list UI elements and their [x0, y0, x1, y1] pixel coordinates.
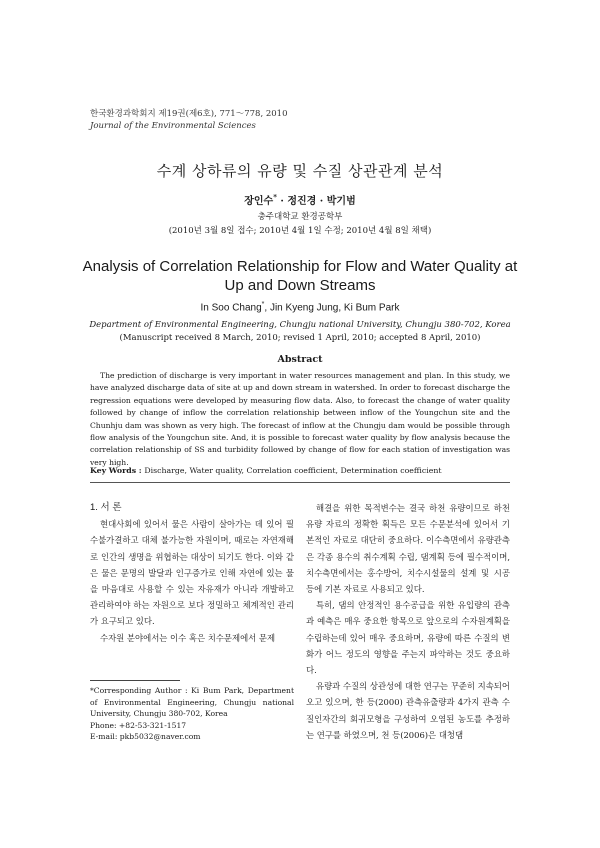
journal-header [90, 108, 287, 132]
korean-title: 수계 상하류의 유량 및 수질 상관관계 분석 [156, 162, 444, 180]
footnote-divider [90, 680, 180, 681]
english-author-first: In Soo Chang [200, 302, 262, 314]
right-paragraph-3: 유량과 수질의 상관성에 대한 연구는 꾸준히 지속되어 오고 있으며, 한 등(2000) 관측유출량과 4가지 관측 수질인자간의 회귀모형을 구성하여 오염된 농도를 추정하는 연구를 하였으며, 천 등(2006)은 대청댐 [306, 681, 510, 740]
english-authors-rest: , Jin Kyeng Jung, Ki Bum Park [264, 302, 400, 314]
korean-authors-rest: · 정진경 · 박기범 [276, 196, 356, 207]
section-divider [90, 482, 510, 483]
journal-name: Journal of the Environmental Sciences [90, 121, 256, 131]
abstract-body: The prediction of discharge is very important in water resources management and plan. In this study, we have analyzed discharge data of site at up and down stream in watershed. In order to forecast discharge the regression equations were developed by measuring flow data. Also, to forecast the change of water quality followed by change of inflow the correlation relationship between inflow of the Youngchun site and the Chunhju dam was shown as very high. The forecast of inflow at the Chungju dam would be possible through flow analysis of the Youngchun site. And, it is possible to forecast water quality by flow analysis because the correlation relationship of SS and turbidity followed by change of flow for each station of investigation was very high. [90, 371, 510, 467]
intro-paragraph-1: 현대사회에 있어서 물은 사람이 살아가는 데 있어 필수불가결하고 대체 불가능한 자원이며, 때로는 자연재해로 인간의 생명을 위협하는 대상이 되기도 한다. 이와 같은 물은 문명의 발달과 인구증가로 인해 자연에 있는 물을 마음대로 사용할 수 있는 자유재가 아니라 개발하고 관리하여야 하는 자원으로 보다 정밀하고 체계적인 관리가 요구되고 있다. [90, 519, 294, 627]
left-column [90, 500, 294, 646]
english-title-line2: Up and Down Streams [224, 277, 376, 294]
abstract-heading: Abstract [277, 354, 323, 365]
journal-citation: 한국환경과학회지 제19권(제6호), 771～778, 2010 [90, 109, 288, 119]
footnote-email: E-mail: pkb5032@naver.com [90, 732, 201, 742]
right-paragraph-1: 해결을 위한 목적변수는 결국 하천 유량이므로 하천 유량 자료의 정확한 획득은 모든 수문분석에 있어서 기본적인 자료로 대단히 중요하다. 이수측면에서 유량관측은 각종 용수의 취수계획 수립, 댐계획 등에 필수적이며, 치수측면에서는 홍수방어, 치수시설물의 설계 및 시공 등에 기본 자료로 사용되고 있다. [306, 503, 510, 595]
english-title [40, 257, 560, 295]
keywords-text: Discharge, Water quality, Correlation coefficient, Determination coefficient [144, 466, 442, 475]
korean-affiliation: 충주대학교 환경공학부 [257, 212, 343, 222]
footnote-corresponding-author: *Corresponding Author : Ki Bum Park, Department of Environmental Engineering, Chungju national University, Chungju 380-702, Korea [90, 686, 294, 719]
english-title-line1: Analysis of Correlation Relationship for Flow and Water Quality at [82, 258, 518, 275]
korean-authors [0, 192, 600, 207]
keywords-label: Key Words : [90, 466, 145, 475]
korean-dates: (2010년 3월 8일 접수; 2010년 4월 1일 수정; 2010년 4월 8일 채택) [168, 226, 432, 236]
intro-paragraph-2: 수자원 분야에서는 이수 혹은 치수문제에서 문제 [100, 632, 276, 643]
english-affiliation: Department of Environmental Engineering, Chungju national University, Chungju 380-702, Korea [89, 320, 511, 330]
section-heading-introduction: 1. 서 론 [90, 502, 122, 513]
right-paragraph-2: 특히, 댐의 안정적인 용수공급을 위한 유입량의 관측과 예측은 매우 중요한 항목으로 앞으로의 수자원계획을 수립하는데 있어 매우 중요하며, 유량에 따른 수질의 변화가 어느 정도의 영향을 주는지 파악하는 것도 중요하다. [306, 600, 510, 676]
korean-author-star: * [273, 192, 277, 202]
english-authors [0, 301, 600, 313]
footnote [90, 685, 294, 743]
footnote-phone: Phone: +82-53-321-1517 [90, 720, 187, 730]
english-author-star: * [261, 301, 265, 308]
right-column [306, 500, 510, 743]
korean-author-first: 장인수 [244, 196, 274, 207]
english-dates: (Manuscript received 8 March, 2010; revised 1 April, 2010; accepted 8 April, 2010) [119, 333, 481, 343]
keywords [90, 466, 510, 475]
